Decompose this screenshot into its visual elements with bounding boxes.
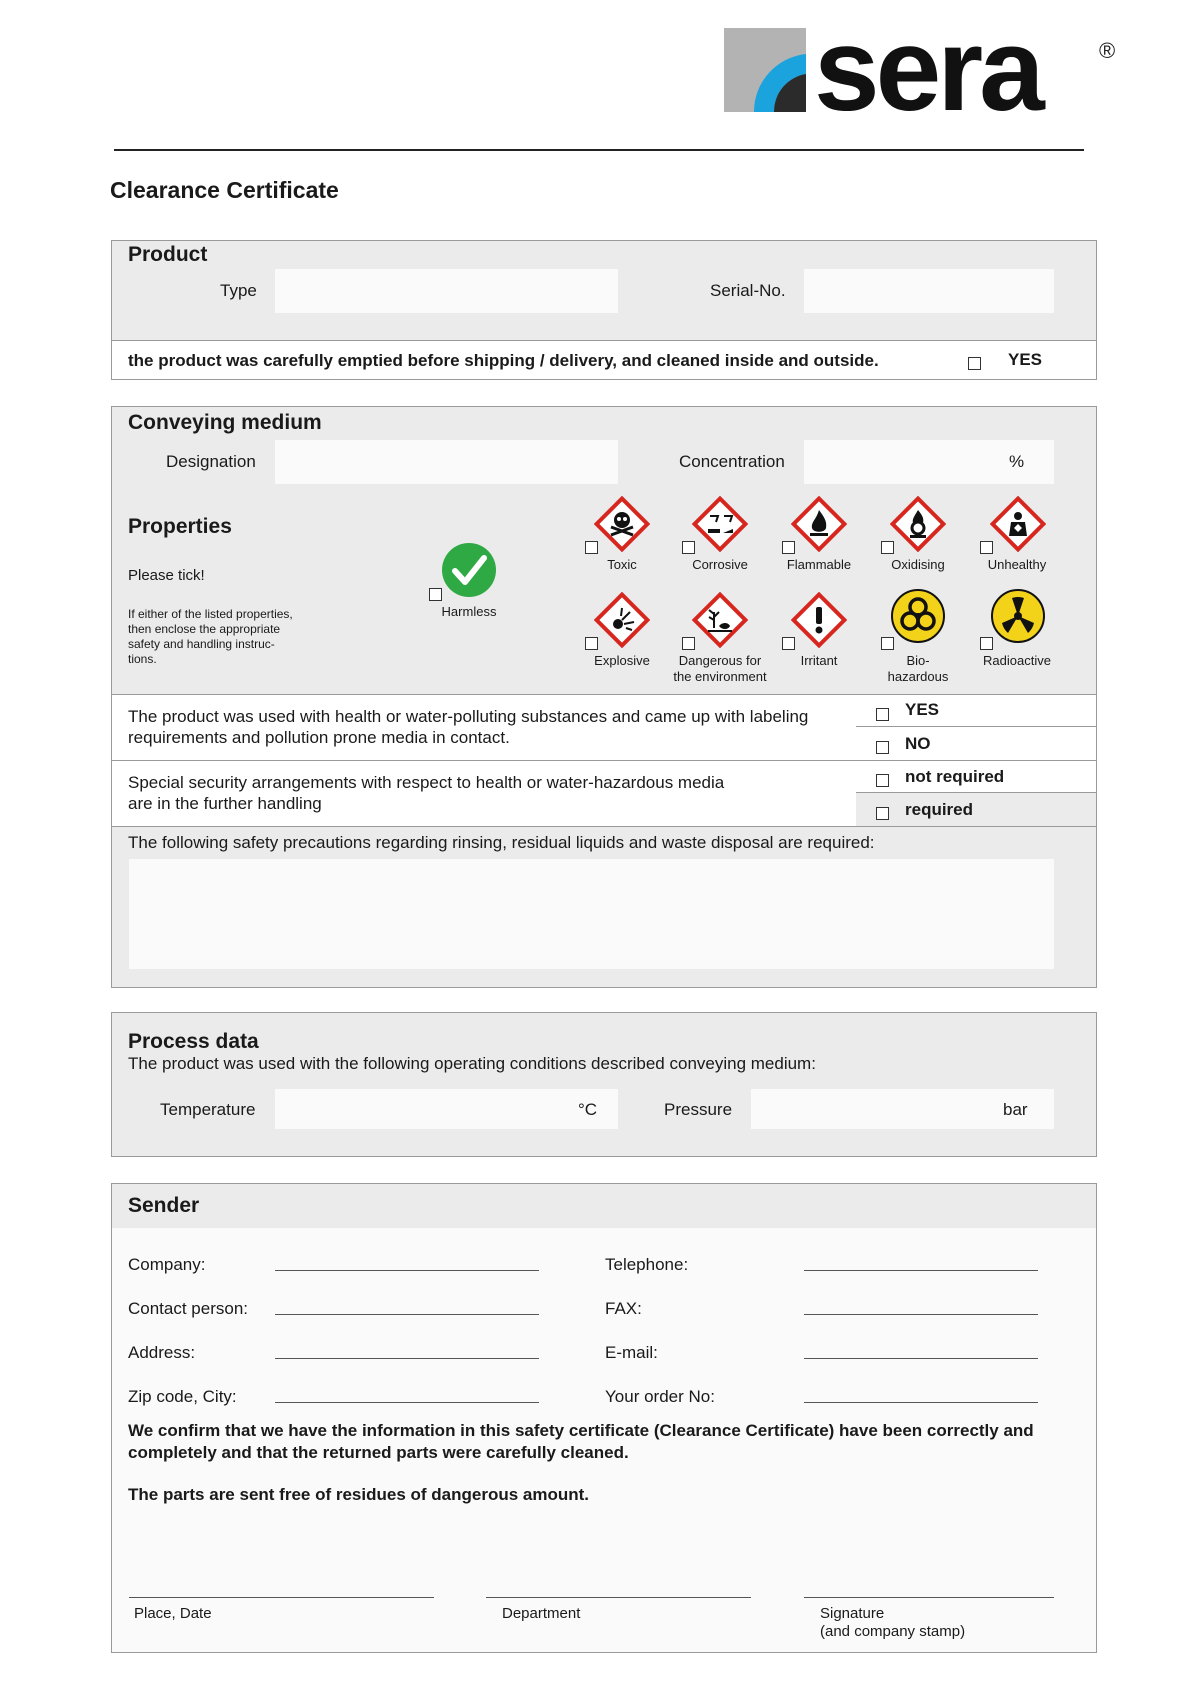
oxidising-checkbox[interactable] <box>881 541 894 554</box>
irritant-label: Irritant <box>800 653 838 668</box>
telephone-label: Telephone: <box>605 1255 689 1274</box>
confirmation-part-1: We confirm that we have the information in this safety certificate ( <box>128 1421 660 1440</box>
required-label: required <box>905 800 974 819</box>
biohazardous-label-2: hazardous <box>887 669 949 684</box>
radiation-icon <box>990 588 1046 644</box>
corrosion-icon <box>692 496 748 552</box>
svg-text:®: ® <box>1099 38 1116 63</box>
unhealthy-label: Unhealthy <box>987 557 1047 572</box>
biohazard-icon <box>890 588 946 644</box>
place-date-line[interactable] <box>129 1597 434 1598</box>
environment-icon <box>692 592 748 648</box>
security-row <box>112 760 856 826</box>
usage-yes-label: YES <box>905 700 940 719</box>
exploding-bomb-icon <box>594 592 650 648</box>
environment-label-2: the environment <box>673 669 767 684</box>
contact-person-line[interactable] <box>275 1314 539 1315</box>
pressure-unit: bar <box>1003 1100 1028 1119</box>
order-no-line[interactable] <box>804 1402 1038 1403</box>
please-tick: Please tick! <box>128 567 205 584</box>
confirmation-part-2: ) have been correctly and <box>828 1421 1034 1440</box>
process-subtitle: The product was used with the following operating conditions described conveying medium: <box>128 1054 816 1073</box>
order-no-label: Your order No: <box>605 1387 715 1406</box>
precautions-text: The following safety precautions regarding rinsing, residual liquids and waste disposal are required: <box>128 833 875 852</box>
temperature-field[interactable] <box>275 1089 618 1129</box>
usage-divider <box>856 726 1096 727</box>
properties-note-2: then enclose the appropriate <box>128 622 281 636</box>
properties-heading: Properties <box>128 515 232 538</box>
product-heading: Product <box>128 243 208 266</box>
email-label: E-mail: <box>605 1343 658 1362</box>
usage-no-label: NO <box>905 734 931 753</box>
security-divider <box>856 792 1096 793</box>
precautions-divider <box>112 826 1096 827</box>
properties-note-1: If either of the listed properties, <box>128 607 293 621</box>
corrosive-checkbox[interactable] <box>682 541 695 554</box>
flame-over-circle-icon <box>890 496 946 552</box>
department-line[interactable] <box>486 1597 751 1598</box>
pressure-label: Pressure <box>664 1100 733 1119</box>
email-line[interactable] <box>804 1358 1038 1359</box>
contact-person-label: Contact person: <box>128 1299 249 1318</box>
environment-checkbox[interactable] <box>682 637 695 650</box>
residues-statement: The parts are sent free of residues of dangerous amount. <box>128 1485 589 1504</box>
fax-line[interactable] <box>804 1314 1038 1315</box>
biohazardous-checkbox[interactable] <box>881 637 894 650</box>
signature-label: Signature <box>820 1605 885 1622</box>
properties-note-4: tions. <box>128 652 157 666</box>
temperature-label: Temperature <box>160 1100 256 1119</box>
process-heading: Process data <box>128 1030 259 1053</box>
department-label: Department <box>502 1605 581 1622</box>
fax-label: FAX: <box>605 1299 642 1318</box>
irritant-checkbox[interactable] <box>782 637 795 650</box>
radioactive-label: Radioactive <box>983 653 1051 668</box>
confirmation-line-2: completely and that the returned parts were carefully cleaned. <box>128 1443 629 1462</box>
sender-heading: Sender <box>128 1194 200 1217</box>
conveying-heading: Conveying medium <box>128 411 322 434</box>
usage-no-checkbox[interactable] <box>876 741 889 754</box>
harmless-check-icon <box>441 542 497 598</box>
telephone-line[interactable] <box>804 1270 1038 1271</box>
address-label: Address: <box>128 1343 196 1362</box>
usage-yes-checkbox[interactable] <box>876 708 889 721</box>
harmless-label: Harmless <box>441 604 497 619</box>
toxic-checkbox[interactable] <box>585 541 598 554</box>
radioactive-checkbox[interactable] <box>980 637 993 650</box>
confirmation-line-1 <box>128 1420 1034 1442</box>
security-line-2: are in the further handling <box>128 794 322 813</box>
biohazardous-label: Bio- <box>906 653 930 668</box>
designation-field[interactable] <box>275 440 618 484</box>
precautions-field[interactable] <box>129 859 1054 969</box>
flammable-label: Flammable <box>786 557 852 572</box>
usage-line-1: The product was used with health or water-polluting substances and came up with labeling <box>128 707 809 726</box>
serial-field[interactable] <box>804 269 1054 313</box>
toxic-label: Toxic <box>607 557 637 572</box>
page-title: Clearance Certificate <box>110 177 339 203</box>
sender-section <box>111 1183 1097 1653</box>
explosive-label: Explosive <box>594 653 650 668</box>
zip-city-line[interactable] <box>275 1402 539 1403</box>
concentration-unit: % <box>1009 452 1025 471</box>
required-checkbox[interactable] <box>876 807 889 820</box>
sera-logo <box>724 24 1124 120</box>
signature-line[interactable] <box>804 1597 1054 1598</box>
environment-label: Dangerous for <box>678 653 762 668</box>
type-label: Type <box>220 281 257 300</box>
not-required-checkbox[interactable] <box>876 774 889 787</box>
skull-crossbones-icon <box>594 496 650 552</box>
company-label: Company: <box>128 1255 206 1274</box>
stamp-label: (and company stamp) <box>820 1623 966 1640</box>
concentration-label: Concentration <box>679 452 785 471</box>
usage-line-2: requirements and pollution prone media in contact. <box>128 728 510 747</box>
harmless-checkbox[interactable] <box>429 588 442 601</box>
properties-note-3: safety and handling instruc- <box>128 637 275 651</box>
usage-row <box>112 694 1096 760</box>
svg-text:sera: sera <box>814 24 1041 120</box>
serial-label: Serial-No. <box>710 281 786 300</box>
corrosive-label: Corrosive <box>692 557 748 572</box>
header-rule <box>114 149 1084 151</box>
zip-city-label: Zip code, City: <box>128 1387 237 1406</box>
temperature-unit: °C <box>578 1100 598 1119</box>
confirmation-bold: Clearance Certificate <box>659 1421 829 1440</box>
company-line[interactable] <box>275 1270 539 1271</box>
sender-header-bar <box>112 1184 1096 1228</box>
security-line-1: Special security arrangements with respect to health or water-hazardous media <box>128 773 725 792</box>
not-required-label: not required <box>905 767 1005 786</box>
oxidising-label: Oxidising <box>891 557 945 572</box>
health-hazard-icon <box>990 496 1046 552</box>
emptied-yes-label: YES <box>1008 350 1043 369</box>
emptied-statement: the product was carefully emptied before shipping / delivery, and cleaned inside and outside. <box>128 351 879 370</box>
exclamation-icon <box>791 592 847 648</box>
flame-icon <box>791 496 847 552</box>
explosive-checkbox[interactable] <box>585 637 598 650</box>
flammable-checkbox[interactable] <box>782 541 795 554</box>
emptied-yes-checkbox[interactable] <box>968 357 981 370</box>
place-date-label: Place, Date <box>134 1605 212 1622</box>
address-line[interactable] <box>275 1358 539 1359</box>
type-field[interactable] <box>275 269 618 313</box>
designation-label: Designation <box>166 452 256 471</box>
unhealthy-checkbox[interactable] <box>980 541 993 554</box>
